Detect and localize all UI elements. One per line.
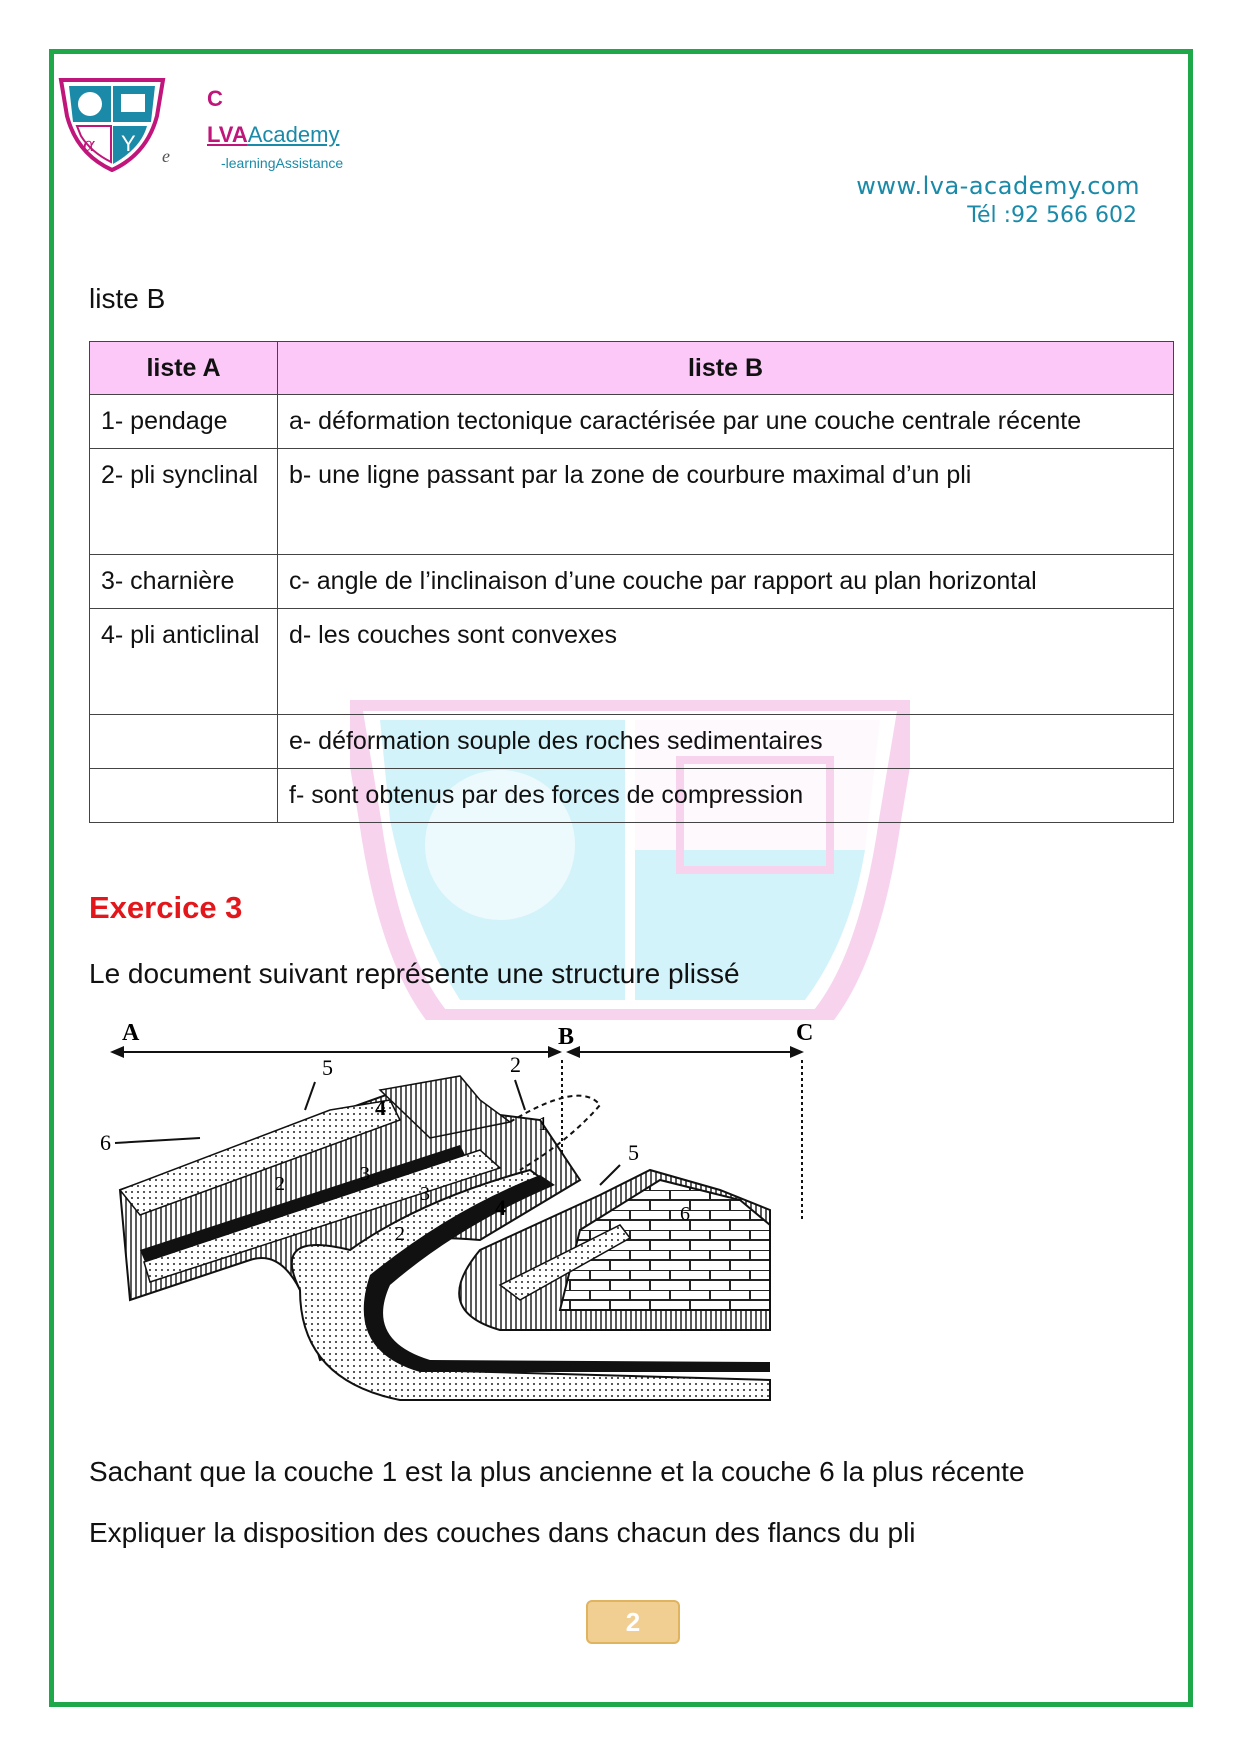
label-2-left: 2 (275, 1173, 285, 1195)
cell-b: c- angle de l’inclinaison d’une couche par rapport au plan horizontal (278, 555, 1174, 609)
brand-initial: C (207, 86, 223, 111)
label-5-right: 5 (628, 1140, 639, 1165)
cell-b: a- déformation tectonique caractérisée par une couche centrale récente (278, 395, 1174, 449)
cell-a (90, 769, 278, 823)
label-3-center: 3 (420, 1183, 430, 1205)
brand-academy: Academy (247, 122, 340, 147)
website-link[interactable]: www.lva-academy.com (856, 172, 1140, 200)
academy-logo (57, 76, 167, 172)
cell-b: f- sont obtenus par des forces de compression (278, 769, 1174, 823)
table-header-b: liste B (278, 342, 1174, 395)
cell-b: e- déformation souple des roches sedimentaires (278, 715, 1174, 769)
cell-a: 4- pli anticlinal (90, 609, 278, 715)
cell-a: 1- pendage (90, 395, 278, 449)
label-c: C (796, 1020, 814, 1046)
label-a: A (122, 1020, 140, 1046)
page-number: 2 (586, 1600, 680, 1644)
brand-e: e (162, 146, 170, 166)
svg-text:Y: Y (121, 131, 136, 156)
label-4-right: 4 (495, 1195, 506, 1220)
table-row (90, 715, 1174, 769)
brand-name (207, 122, 339, 148)
label-5-left: 5 (322, 1055, 333, 1080)
matching-table (89, 341, 1174, 823)
phone-number: Tél :92 566 602 (967, 203, 1137, 228)
table-row (90, 769, 1174, 823)
question-1: Sachant que la couche 1 est la plus ancienne et la couche 6 la plus récente (89, 1456, 1025, 1487)
cell-a: 3- charnière (90, 555, 278, 609)
label-6-left: 6 (100, 1130, 111, 1155)
brand-tagline: -learningAssistance (221, 155, 344, 171)
label-4-left: 4 (375, 1095, 386, 1120)
exercise-title: Exercice 3 (89, 890, 243, 925)
brand-lva: LVA (207, 122, 248, 147)
cell-b: b- une ligne passant par la zone de courbure maximal d’un pli (278, 449, 1174, 555)
table-row (90, 449, 1174, 555)
table-row (90, 609, 1174, 715)
label-2-top: 2 (510, 1052, 521, 1077)
cell-b: d- les couches sont convexes (278, 609, 1174, 715)
label-6-right: 6 (680, 1203, 690, 1225)
label-b: B (558, 1024, 575, 1050)
section-label: liste B (89, 283, 166, 314)
table-row (90, 395, 1174, 449)
svg-text:α: α (83, 131, 95, 156)
fold-structure-diagram (100, 1010, 860, 1430)
cell-a: 2- pli synclinal (90, 449, 278, 555)
label-3-left: 3 (360, 1163, 370, 1185)
cell-a (90, 715, 278, 769)
label-2-center: 2 (395, 1223, 405, 1245)
exercise-intro: Le document suivant représente une structure plissé (89, 958, 740, 989)
table-header-a: liste A (90, 342, 278, 395)
label-1: 1 (538, 1113, 548, 1135)
question-2: Expliquer la disposition des couches dans chacun des flancs du pli (89, 1517, 916, 1548)
table-row (90, 555, 1174, 609)
